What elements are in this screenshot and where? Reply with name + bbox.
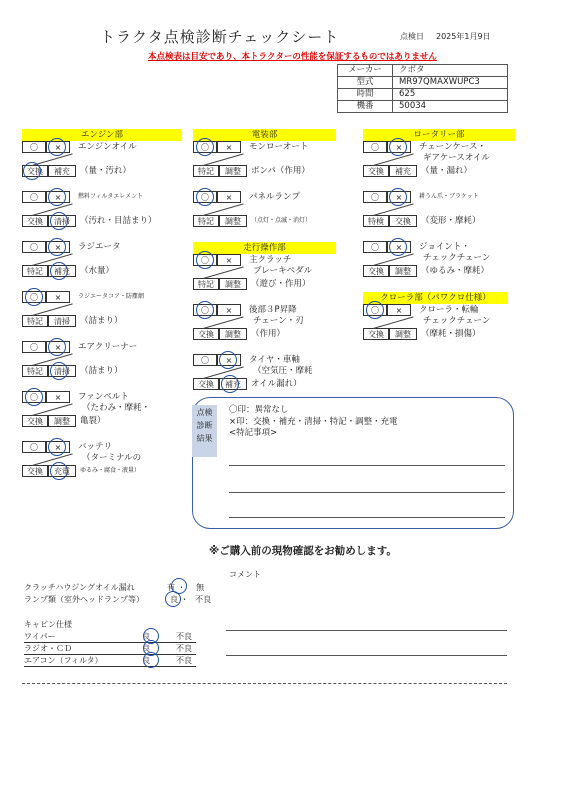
- lamp-options: 良 ・ 不良: [170, 595, 212, 604]
- section-rotary: ロータリー部: [363, 129, 515, 141]
- disclaimer: 本点検表は目安であり、本トラクターの性能を保証するものではありません: [148, 52, 437, 62]
- clutch-oil-leak-label: クラッチハウジングオイル漏れ: [24, 583, 135, 592]
- action-box[interactable]: 清掃: [48, 365, 76, 377]
- inspection-date: [400, 31, 503, 42]
- info-key: 機番: [338, 101, 393, 113]
- circle-mark: [50, 212, 68, 230]
- ok-box[interactable]: 〇: [22, 241, 46, 253]
- circle-mark: [196, 301, 214, 319]
- info-key: 型式: [338, 77, 393, 89]
- action-box[interactable]: 調整: [389, 328, 417, 340]
- action-box[interactable]: 交換: [193, 328, 219, 340]
- action-box[interactable]: 交換: [363, 265, 389, 277]
- elec-item-detail: （点灯・点滅・消灯）: [251, 217, 312, 224]
- rotary-item-label-sub: チェックチェーン: [423, 253, 491, 263]
- ok-box[interactable]: 〇: [22, 441, 46, 453]
- ok-box[interactable]: 〇: [363, 191, 387, 203]
- info-value: MR97QMAXWUPC3: [393, 77, 508, 89]
- ok-box[interactable]: 〇: [193, 191, 217, 203]
- circle-mark: [48, 138, 66, 156]
- circle-mark: [389, 238, 407, 256]
- circle-mark: [196, 188, 214, 206]
- cabin-row: エアコン（フィルタ） 良 不良: [24, 655, 196, 667]
- circle-mark: [219, 351, 237, 369]
- action-box[interactable]: 清掃: [48, 215, 76, 227]
- ng-box[interactable]: ×: [217, 304, 241, 316]
- cabin-label: キャビン仕様: [24, 620, 72, 629]
- circle-mark: [196, 138, 214, 156]
- engine-item-label: ラジエータ: [78, 242, 121, 252]
- action-box[interactable]: 調整: [48, 415, 76, 427]
- ok-box[interactable]: 〇: [363, 304, 387, 316]
- section-electrical: 電装部: [193, 129, 336, 141]
- ok-box[interactable]: 〇: [193, 304, 217, 316]
- circle-mark: [48, 188, 66, 206]
- circle-mark: [25, 288, 43, 306]
- ng-box[interactable]: ×: [46, 341, 70, 353]
- engine-item-label-sub: （たわみ・摩耗・: [82, 403, 151, 413]
- rotary-item-label-sub: ギアケースオイル: [423, 153, 490, 163]
- ng-box[interactable]: ×: [46, 391, 70, 403]
- ok-box[interactable]: 〇: [363, 241, 387, 253]
- legend-ng: ×印：交換・補充・清掃・特記・調整・充電: [229, 416, 398, 427]
- result-label: 点検 診断 結果: [192, 405, 217, 457]
- action-box[interactable]: 交換: [363, 328, 389, 340]
- drive-item-label-sub: ブレーキペダル: [253, 266, 313, 276]
- elec-item-label: モンローオート: [249, 142, 309, 152]
- circle-mark: [389, 188, 407, 206]
- crawler-item-label-sub: チェックチェーン: [423, 316, 491, 326]
- ng-box[interactable]: ×: [387, 141, 411, 153]
- section-crawler: クローラ部（パワクロ仕様）: [363, 292, 508, 304]
- engine-item-label: バッテリ: [78, 442, 113, 452]
- page-title: トラクタ点検診断チェックシート: [100, 28, 340, 46]
- engine-item-detail: （詰まり）: [80, 316, 123, 326]
- circle-mark: [389, 138, 407, 156]
- ok-box[interactable]: 〇: [193, 354, 217, 366]
- date-label: 点検日: [400, 32, 424, 41]
- ok-box[interactable]: 〇: [22, 291, 46, 303]
- ok-box[interactable]: 〇: [22, 391, 46, 403]
- engine-item-label-sub: （ターミナルの: [82, 453, 142, 463]
- action-box[interactable]: 特記: [22, 315, 48, 327]
- info-key: 時間: [338, 89, 393, 101]
- rotary-item-detail: （量・漏れ）: [421, 166, 473, 176]
- circle-mark: [48, 338, 66, 356]
- action-box[interactable]: 交換: [22, 165, 48, 177]
- circle-mark: [50, 362, 68, 380]
- circle-mark: [48, 238, 66, 256]
- ng-box[interactable]: ×: [217, 254, 241, 266]
- rotary-item-label: チェーンケース・: [419, 142, 486, 152]
- ok-box[interactable]: 〇: [22, 141, 46, 153]
- drive-item-label: 後部３P昇降: [249, 305, 297, 315]
- ng-box[interactable]: ×: [217, 141, 241, 153]
- action-box[interactable]: 交換: [389, 215, 417, 227]
- drive-item-detail: （作用）: [251, 329, 286, 339]
- engine-item-detail: ゆるみ・腐食・液量）: [80, 467, 141, 474]
- ok-box[interactable]: 〇: [22, 341, 46, 353]
- ng-box[interactable]: ×: [217, 354, 241, 366]
- circle-mark: [366, 301, 384, 319]
- action-box[interactable]: 特記: [193, 215, 219, 227]
- action-box[interactable]: 清掃: [48, 315, 76, 327]
- ng-box[interactable]: ×: [387, 241, 411, 253]
- elec-item-detail: ポンパ（作用）: [251, 166, 310, 176]
- action-box[interactable]: 調整: [219, 278, 247, 290]
- elec-item-label: パネルランプ: [249, 192, 301, 202]
- drive-item-label: タイヤ・車軸: [249, 355, 300, 365]
- action-box[interactable]: 補充: [48, 165, 76, 177]
- ok-box[interactable]: 〇: [193, 254, 217, 266]
- clutch-oil-leak-options: 有 ・ 無: [167, 583, 205, 592]
- section-drive: 走行操作部: [193, 242, 336, 254]
- machine-info-table: [337, 64, 508, 113]
- rotary-item-detail: （ゆるみ・摩耗）: [421, 266, 490, 276]
- drive-item-label: 主クラッチ: [249, 255, 292, 265]
- legend-ok: 〇印：異常なし: [229, 405, 289, 415]
- divider: [22, 683, 507, 684]
- purchase-notice: ※ご購入前の現物確認をお勧めします。: [209, 545, 397, 557]
- action-box[interactable]: 補充: [219, 378, 247, 390]
- lamp-label: ランプ類（室外ヘッドランプ等）: [24, 595, 144, 604]
- ng-box[interactable]: ×: [46, 291, 70, 303]
- ng-box[interactable]: ×: [387, 304, 411, 316]
- circle-mark: [50, 262, 68, 280]
- ng-box[interactable]: ×: [46, 441, 70, 453]
- special-notes-label: <特記事項>: [229, 428, 278, 438]
- cabin-row: ラジオ・ＣＤ 良 不良: [24, 643, 196, 655]
- action-box[interactable]: 充電: [48, 465, 76, 477]
- drive-item-detail: オイル漏れ）: [251, 379, 302, 389]
- comment-label: コメント: [229, 570, 261, 579]
- circle-mark: [25, 388, 43, 406]
- action-box[interactable]: 特記: [193, 278, 219, 290]
- action-box[interactable]: 補充: [389, 165, 417, 177]
- drive-item-label-sub: （空気圧・摩耗: [253, 366, 313, 376]
- circle-mark: [221, 375, 239, 393]
- info-value: 50034: [393, 101, 508, 113]
- drive-item-detail: （遊び・作用）: [251, 279, 311, 289]
- info-value: 625: [393, 89, 508, 101]
- engine-item-label: ラジエータコア・防塵網: [78, 293, 145, 300]
- ok-box[interactable]: 〇: [193, 141, 217, 153]
- rotary-item-label: 耕うん爪・ブラケット: [419, 193, 479, 200]
- circle-mark: [196, 251, 214, 269]
- crawler-item-label: クローラ・転輪: [419, 305, 479, 315]
- ok-box[interactable]: 〇: [22, 191, 46, 203]
- engine-item-detail: （水量）: [80, 266, 115, 276]
- cabin-row: ワイパー 良 不良: [24, 631, 196, 643]
- ng-box[interactable]: ×: [46, 141, 70, 153]
- date-value: 2025年1月9日: [436, 32, 491, 41]
- ng-box[interactable]: ×: [387, 191, 411, 203]
- circle-mark: [50, 462, 68, 480]
- action-box[interactable]: 交換: [22, 215, 48, 227]
- engine-item-detail: （詰まり）: [80, 366, 123, 376]
- engine-item-label: 燃料フィルタエレメント: [78, 193, 144, 200]
- engine-item-detail: （汚れ・目詰まり）: [80, 216, 157, 226]
- action-box[interactable]: 交換: [193, 378, 219, 390]
- engine-item-detail: （量・汚れ）: [80, 166, 132, 176]
- rotary-item-detail: （変形・摩耗）: [421, 216, 481, 226]
- action-box[interactable]: 調整: [219, 165, 247, 177]
- info-value: クボタ: [393, 65, 508, 77]
- crawler-item-detail: （摩耗・損傷）: [421, 329, 481, 339]
- ng-box[interactable]: ×: [46, 191, 70, 203]
- ng-box[interactable]: ×: [46, 241, 70, 253]
- ok-box[interactable]: 〇: [363, 141, 387, 153]
- section-engine: エンジン部: [22, 129, 182, 141]
- drive-item-label-sub: チェーン・刃: [253, 316, 304, 326]
- action-box[interactable]: 特検: [363, 215, 389, 227]
- engine-item-label: エアクリーナー: [78, 342, 138, 352]
- action-box[interactable]: 特記: [22, 265, 48, 277]
- action-box[interactable]: 交換: [22, 465, 48, 477]
- result-legend: [229, 405, 398, 440]
- action-box[interactable]: 調整: [219, 215, 247, 227]
- ng-box[interactable]: ×: [217, 191, 241, 203]
- action-box[interactable]: 交換: [22, 415, 48, 427]
- rotary-item-label: ジョイント・: [419, 242, 470, 252]
- action-box[interactable]: 調整: [389, 265, 417, 277]
- info-key: メーカー: [338, 65, 393, 77]
- action-box[interactable]: 特記: [22, 365, 48, 377]
- engine-item-label: エンジンオイル: [78, 142, 137, 152]
- circle-mark: [165, 591, 181, 607]
- circle-mark: [48, 438, 66, 456]
- engine-item-detail: 亀裂）: [80, 416, 106, 426]
- action-box[interactable]: 特記: [193, 165, 219, 177]
- action-box[interactable]: 補充: [48, 265, 76, 277]
- action-box[interactable]: 交換: [363, 165, 389, 177]
- action-box[interactable]: 調整: [219, 328, 247, 340]
- circle-mark: [23, 162, 41, 180]
- circle-mark: [143, 652, 159, 668]
- engine-item-label: ファンベルト: [78, 392, 129, 402]
